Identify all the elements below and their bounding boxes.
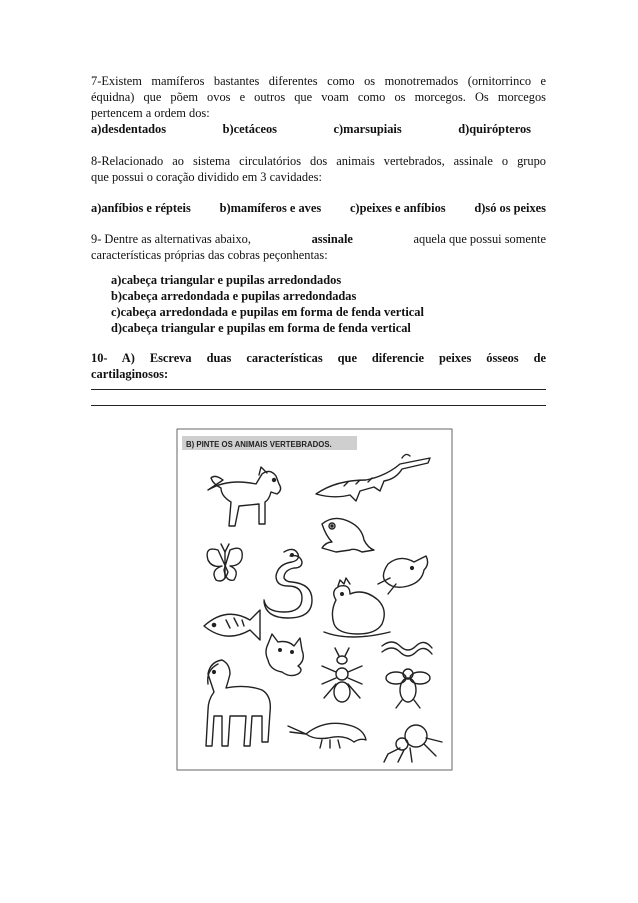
cat-drawing[interactable] (266, 634, 303, 676)
q10-line-2: cartilaginosos: (91, 367, 169, 381)
q7-line-2: équidna) que põem ovos e outros que voam como os morcegos. Os morcegos (91, 90, 546, 104)
q9-option-d[interactable]: d)cabeça triangular e pupilas em forma de fenda vertical (111, 321, 411, 335)
answer-line-1[interactable] (91, 389, 546, 390)
q8-option-d[interactable]: d)só os peixes (474, 201, 546, 215)
q9-option-a[interactable]: a)cabeça triangular e pupilas arredondados (111, 273, 342, 287)
horse-drawing[interactable] (206, 660, 270, 746)
q8-options (91, 200, 546, 216)
hen-drawing[interactable] (324, 578, 390, 637)
crocodile-drawing[interactable] (316, 454, 430, 501)
spider-drawing[interactable] (384, 725, 442, 762)
q9-line-1-post: aquela que possui somente (413, 232, 546, 246)
figure-frame (177, 429, 452, 770)
q9-line-1-pre: 9- Dentre as alternativas abaixo, (91, 232, 251, 246)
q7-option-d[interactable]: d)quirópteros (458, 122, 531, 136)
fish-drawing[interactable] (204, 610, 260, 640)
q7-option-a[interactable]: a)desdentados (91, 122, 167, 136)
q8-option-b[interactable]: b)mamíferos e aves (219, 201, 322, 215)
figure-caption: B) PINTE OS ANIMAIS VERTEBRADOS. (186, 440, 332, 449)
q10-line-1: 10- A) Escreva duas características que diferencie peixes ósseos de (91, 351, 546, 365)
fly-drawing[interactable] (386, 669, 430, 708)
shrimp-drawing[interactable] (288, 723, 366, 748)
answer-line-2[interactable] (91, 405, 546, 406)
q9-option-b[interactable]: b)cabeça arredondada e pupilas arredondadas (111, 289, 357, 303)
q7-line-3: pertencem a ordem dos: (91, 106, 210, 120)
q9-line-1-emphasis: assinale (311, 232, 353, 246)
q8-option-c[interactable]: c)peixes e anfíbios (349, 201, 446, 215)
q7-option-b[interactable]: b)cetáceos (222, 122, 277, 136)
frog-drawing[interactable] (322, 518, 374, 552)
q7-options (91, 121, 531, 137)
snake-drawing[interactable] (264, 549, 312, 618)
bird-drawing[interactable] (378, 556, 428, 594)
butterfly-drawing[interactable] (207, 544, 242, 581)
q8-line-1: 8-Relacionado ao sistema circulatórios dos animais vertebrados, assinale o grupo (91, 154, 546, 168)
dog-drawing[interactable] (208, 467, 281, 526)
ant-drawing[interactable] (322, 648, 362, 702)
q8-option-a[interactable]: a)anfíbios e répteis (91, 201, 191, 215)
q9-option-c[interactable]: c)cabeça arredondada e pupilas em forma de fenda vertical (111, 305, 424, 319)
q8-line-2: que possui o coração dividido em 3 cavidades: (91, 170, 322, 184)
q9-line-1 (91, 231, 546, 247)
vertebrates-coloring-figure (176, 428, 453, 771)
worm-drawing[interactable] (382, 642, 432, 656)
q7-option-c[interactable]: c)marsupiais (333, 122, 402, 136)
q7-line-1: 7-Existem mamíferos bastantes diferentes como os monotremados (ornitorrinco e (91, 74, 546, 88)
q9-line-2: características próprias das cobras peçonhentas: (91, 248, 328, 262)
